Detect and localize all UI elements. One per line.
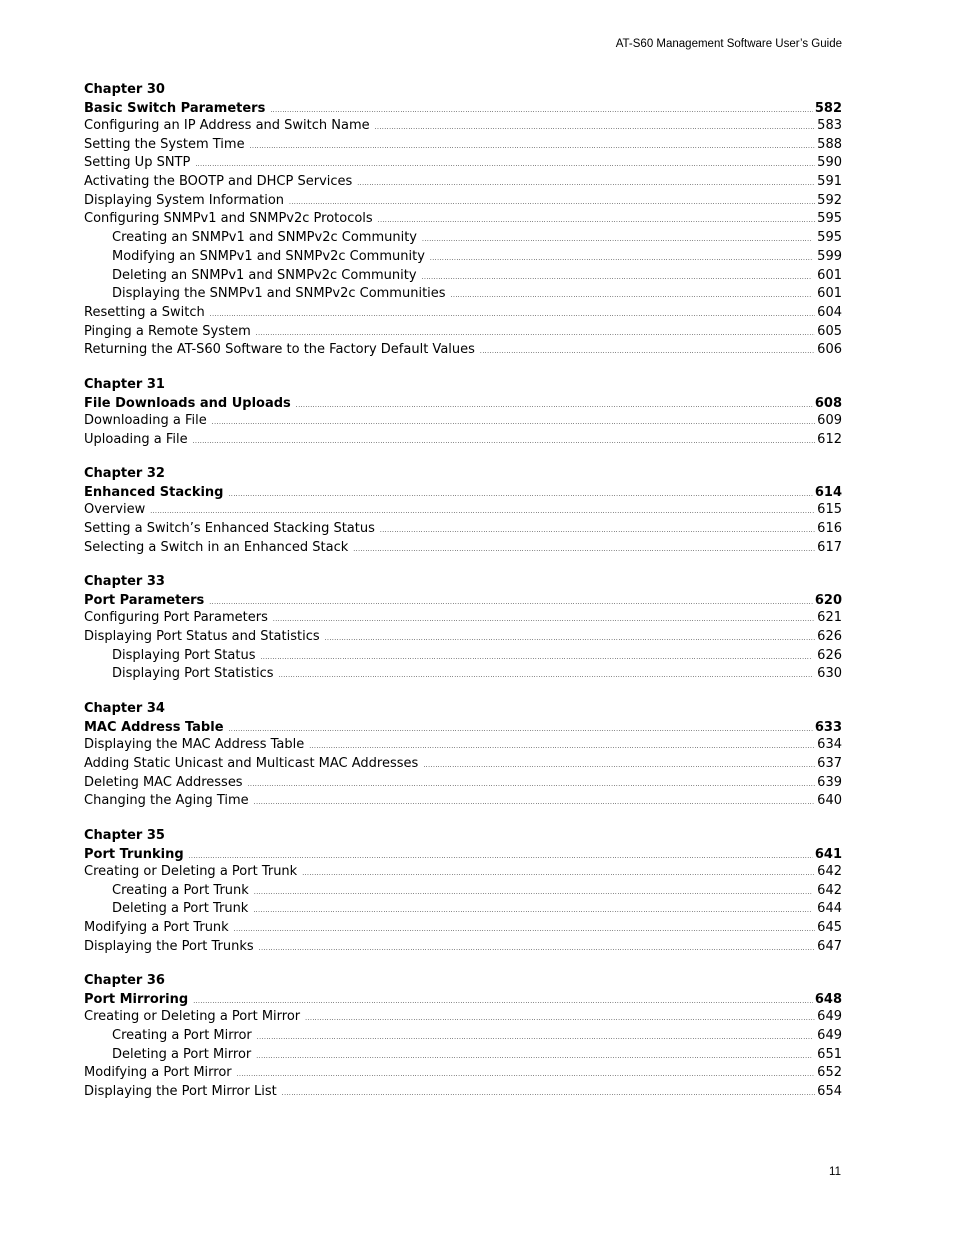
toc-subentry[interactable]: [84, 1046, 842, 1065]
entry-page-number: 614: [814, 485, 842, 501]
entry-page-number: 626: [817, 647, 842, 663]
entry-page-number: 620: [814, 593, 842, 609]
dot-leader: [212, 418, 815, 428]
entry-text: Setting the System Time: [84, 136, 245, 152]
toc-subentry[interactable]: [84, 882, 842, 901]
entry-page-number: 617: [817, 539, 842, 555]
toc-entry[interactable]: [84, 792, 842, 811]
entry-page-number: 616: [817, 521, 842, 536]
toc-entry[interactable]: [84, 520, 842, 539]
entry-text: Modifying a Port Trunk: [84, 919, 229, 935]
dot-leader: [195, 160, 815, 170]
dot-leader: [193, 997, 813, 1007]
toc-entry[interactable]: [84, 501, 842, 520]
toc-entry[interactable]: [84, 938, 842, 957]
entry-text: Setting Up SNTP: [84, 155, 191, 171]
toc-entry[interactable]: [84, 755, 842, 774]
chapter-title-entry[interactable]: [84, 396, 842, 412]
dot-leader: [229, 725, 813, 735]
toc-subentry[interactable]: [84, 900, 842, 919]
chapter-section: [84, 80, 842, 360]
toc-subentry[interactable]: [84, 267, 842, 286]
entry-text: Creating or Deleting a Port Trunk: [84, 863, 298, 879]
entry-page-number: 654: [817, 1084, 842, 1100]
toc-entry[interactable]: [84, 609, 842, 628]
dot-leader: [296, 401, 813, 411]
entry-text: Basic Switch Parameters: [84, 101, 266, 116]
entry-text: Port Parameters: [84, 593, 205, 609]
entry-text: Creating a Port Trunk: [112, 882, 249, 898]
toc-subentry[interactable]: [84, 285, 842, 304]
toc-entry[interactable]: [84, 539, 842, 558]
entry-page-number: 645: [817, 919, 842, 935]
entry-text: Displaying the MAC Address Table: [84, 737, 305, 753]
entry-page-number: 595: [817, 211, 842, 227]
entry-text: Setting a Switch’s Enhanced Stacking Status: [84, 521, 375, 536]
chapter-title-entry[interactable]: [84, 593, 842, 609]
dot-leader: [193, 437, 816, 447]
entry-page-number: 582: [814, 101, 842, 116]
dot-leader: [430, 254, 812, 264]
dot-leader: [256, 329, 815, 339]
toc-entry[interactable]: [84, 1008, 842, 1027]
entry-page-number: 649: [817, 1028, 842, 1043]
dot-leader: [378, 216, 815, 226]
table-of-contents: [84, 80, 842, 1117]
dot-leader: [248, 780, 816, 790]
toc-subentry[interactable]: [84, 1027, 842, 1046]
entry-page-number: 630: [817, 666, 842, 682]
toc-entry[interactable]: [84, 154, 842, 173]
entry-page-number: 648: [814, 992, 842, 1008]
entry-page-number: 595: [817, 230, 842, 246]
dot-leader: [302, 869, 815, 879]
chapter-title-entry[interactable]: [84, 720, 842, 736]
entry-text: Deleting MAC Addresses: [84, 774, 243, 790]
entry-text: Deleting a Port Trunk: [112, 901, 249, 917]
dot-leader: [250, 142, 816, 152]
entry-text: Enhanced Stacking: [84, 485, 224, 501]
entry-text: Displaying Port Status and Statistics: [84, 629, 320, 645]
entry-page-number: 644: [817, 901, 842, 917]
dot-leader: [254, 798, 816, 808]
entry-text: Changing the Aging Time: [84, 793, 249, 809]
entry-text: Creating or Deleting a Port Mirror: [84, 1009, 301, 1025]
dot-leader: [260, 653, 812, 663]
dot-leader: [451, 291, 813, 301]
toc-subentry[interactable]: [84, 248, 842, 267]
chapter-title-entry[interactable]: [84, 101, 842, 117]
toc-entry[interactable]: [84, 736, 842, 755]
entry-page-number: 592: [817, 192, 842, 208]
toc-entry[interactable]: [84, 863, 842, 882]
entry-page-number: 639: [817, 774, 842, 790]
dot-leader: [423, 761, 815, 771]
entry-text: Adding Static Unicast and Multicast MAC Addresses: [84, 755, 419, 771]
entry-text: Activating the BOOTP and DHCP Services: [84, 174, 353, 190]
dot-leader: [209, 598, 813, 608]
dot-leader: [309, 742, 815, 752]
toc-entry[interactable]: [84, 323, 842, 342]
running-header: AT-S60 Management Software User’s Guide: [615, 38, 842, 50]
entry-page-number: 590: [817, 155, 842, 171]
dot-leader: [150, 507, 815, 517]
chapter-label: Chapter 33: [84, 574, 165, 590]
entry-page-number: 601: [817, 267, 842, 283]
toc-entry[interactable]: [84, 304, 842, 323]
toc-entry[interactable]: [84, 628, 842, 647]
entry-page-number: 621: [817, 610, 842, 626]
dot-leader: [278, 671, 812, 681]
chapter-title-entry[interactable]: [84, 847, 842, 863]
entry-page-number: 637: [817, 755, 842, 771]
chapter-label: Chapter 30: [84, 82, 165, 97]
dot-leader: [325, 634, 816, 644]
entry-page-number: 612: [817, 431, 842, 447]
dot-leader: [210, 310, 815, 320]
entry-text: Selecting a Switch in an Enhanced Stack: [84, 539, 349, 555]
dot-leader: [237, 1070, 816, 1080]
entry-page-number: 591: [817, 174, 842, 190]
dot-leader: [357, 179, 815, 189]
dot-leader: [254, 888, 812, 898]
toc-entry[interactable]: [84, 192, 842, 211]
toc-subentry[interactable]: [84, 647, 842, 666]
entry-page-number: 651: [817, 1046, 842, 1062]
dot-leader: [480, 347, 815, 357]
entry-page-number: 640: [817, 793, 842, 809]
entry-text: Displaying the SNMPv1 and SNMPv2c Communities: [112, 286, 446, 302]
chapter-label: Chapter 31: [84, 376, 165, 392]
entry-text: Configuring Port Parameters: [84, 610, 268, 626]
entry-page-number: 606: [817, 342, 842, 358]
entry-page-number: 583: [817, 118, 842, 133]
chapter-label: Chapter 34: [84, 701, 165, 717]
toc-entry[interactable]: [84, 919, 842, 938]
page-number: 11: [829, 1166, 841, 1178]
toc-entry[interactable]: [84, 341, 842, 360]
entry-text: Returning the AT-S60 Software to the Factory Default Values: [84, 342, 475, 358]
dot-leader: [189, 852, 813, 862]
chapter-label: Chapter 35: [84, 827, 165, 843]
entry-text: Displaying Port Status: [112, 647, 256, 663]
entry-page-number: 642: [817, 882, 842, 898]
entry-text: Resetting a Switch: [84, 304, 205, 320]
dot-leader: [229, 490, 813, 500]
toc-entry[interactable]: [84, 431, 842, 450]
chapter-section: [84, 971, 842, 1101]
entry-page-number: 604: [817, 304, 842, 320]
chapter-label: Chapter 32: [84, 466, 165, 482]
dot-leader: [256, 1052, 812, 1062]
entry-text: Displaying System Information: [84, 192, 285, 208]
entry-page-number: 588: [817, 136, 842, 152]
entry-text: Downloading a File: [84, 412, 207, 428]
entry-text: Deleting a Port Mirror: [112, 1046, 252, 1062]
chapter-section: [84, 464, 842, 557]
entry-page-number: 601: [817, 286, 842, 302]
entry-text: Configuring an IP Address and Switch Name: [84, 118, 370, 133]
entry-page-number: 609: [817, 412, 842, 428]
toc-subentry[interactable]: [84, 665, 842, 684]
dot-leader: [234, 925, 815, 935]
entry-page-number: 615: [817, 502, 842, 518]
entry-page-number: 652: [817, 1065, 842, 1081]
entry-page-number: 605: [817, 323, 842, 339]
toc-entry[interactable]: [84, 1083, 842, 1102]
dot-leader: [270, 106, 813, 116]
entry-text: Pinging a Remote System: [84, 323, 251, 339]
toc-entry[interactable]: [84, 173, 842, 192]
entry-text: Deleting an SNMPv1 and SNMPv2c Community: [112, 267, 417, 283]
chapter-title-entry[interactable]: [84, 992, 842, 1008]
entry-text: Displaying the Port Trunks: [84, 938, 254, 954]
dot-leader: [259, 944, 815, 954]
toc-entry[interactable]: [84, 117, 842, 136]
dot-leader: [422, 235, 812, 245]
toc-entry[interactable]: [84, 136, 842, 155]
entry-page-number: 641: [814, 846, 842, 862]
entry-text: Creating a Port Mirror: [112, 1028, 252, 1043]
entry-page-number: 626: [817, 629, 842, 645]
dot-leader: [257, 1033, 812, 1043]
dot-leader: [273, 615, 815, 625]
entry-text: Modifying an SNMPv1 and SNMPv2c Community: [112, 248, 425, 264]
entry-page-number: 642: [817, 863, 842, 879]
dot-leader: [282, 1089, 815, 1099]
dot-leader: [253, 906, 812, 916]
entry-text: Configuring SNMPv1 and SNMPv2c Protocols: [84, 211, 373, 227]
chapter-section: [84, 572, 842, 684]
dot-leader: [422, 273, 813, 283]
entry-text: File Downloads and Uploads: [84, 395, 291, 411]
entry-page-number: 647: [817, 938, 842, 954]
toc-entry[interactable]: [84, 210, 842, 229]
toc-entry[interactable]: [84, 774, 842, 793]
entry-page-number: 608: [814, 395, 842, 411]
entry-text: Creating an SNMPv1 and SNMPv2c Community: [112, 230, 418, 246]
dot-leader: [375, 123, 816, 133]
chapter-section: [84, 699, 842, 811]
entry-text: Port Mirroring: [84, 992, 189, 1008]
entry-text: Overview: [84, 502, 146, 518]
chapter-title-entry[interactable]: [84, 485, 842, 501]
entry-text: Displaying the Port Mirror List: [84, 1084, 277, 1100]
entry-page-number: 649: [817, 1009, 842, 1025]
chapter-section: [84, 826, 842, 956]
entry-text: Port Trunking: [84, 846, 184, 862]
dot-leader: [289, 198, 815, 208]
dot-leader: [380, 526, 815, 536]
dot-leader: [305, 1014, 815, 1024]
toc-subentry[interactable]: [84, 229, 842, 248]
chapter-section: [84, 375, 842, 449]
entry-text: Uploading a File: [84, 431, 188, 447]
chapter-label: Chapter 36: [84, 973, 165, 989]
entry-text: Displaying Port Statistics: [112, 666, 274, 682]
entry-page-number: 633: [814, 720, 842, 736]
entry-text: Modifying a Port Mirror: [84, 1065, 232, 1081]
entry-text: MAC Address Table: [84, 720, 224, 736]
entry-page-number: 599: [817, 248, 842, 264]
toc-entry[interactable]: [84, 1064, 842, 1083]
dot-leader: [353, 545, 815, 555]
entry-page-number: 634: [817, 737, 842, 753]
toc-entry[interactable]: [84, 412, 842, 431]
